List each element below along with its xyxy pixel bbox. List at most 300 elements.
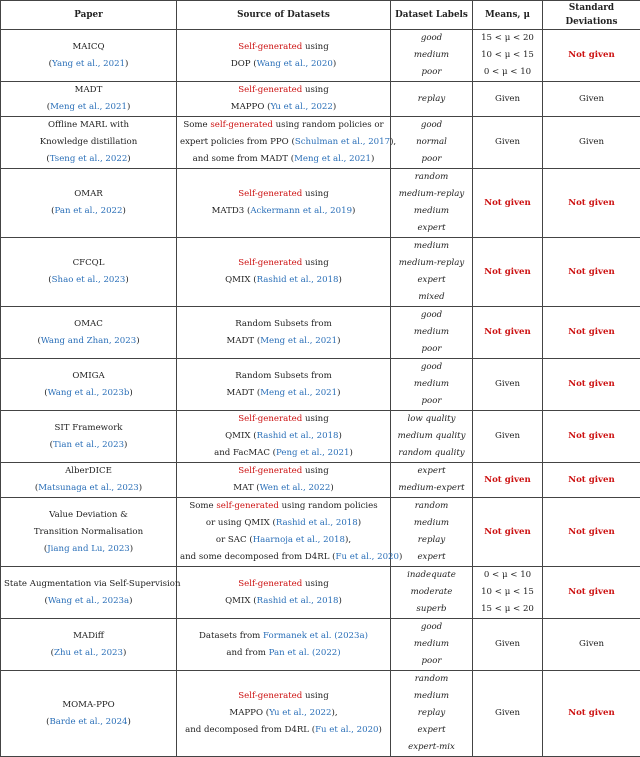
source-text: ): [358, 518, 361, 528]
source-text: ): [333, 59, 336, 69]
paper-cell: [1, 411, 177, 463]
citation-text: Matsunaga et al., 2023: [38, 483, 139, 493]
std-value: Not given: [546, 195, 637, 212]
dataset-label: medium-replay: [394, 186, 469, 203]
self-generated-text: self-generated: [216, 501, 279, 511]
paper-cell: [1, 307, 177, 359]
std-cell: [543, 411, 640, 463]
dataset-label: normal: [394, 134, 469, 151]
citation-text: Wang and Zhan, 2023: [41, 336, 136, 346]
paper-cell: [1, 498, 177, 567]
source-text: MAPPO (: [229, 708, 269, 718]
source-text: using: [302, 691, 328, 701]
source-citation: Fu et al., 2020: [336, 552, 399, 562]
dataset-label: medium: [394, 376, 469, 393]
dataset-label: medium-replay: [394, 255, 469, 272]
citation-text: Zhu et al., 2023: [54, 648, 123, 658]
paper-name: CFCQL: [4, 255, 173, 272]
std-value: Not given: [546, 428, 637, 445]
citation-text: Yang et al., 2021: [52, 59, 125, 69]
dataset-label: good: [394, 619, 469, 636]
source-citation: Rashid et al., 2018: [257, 596, 339, 606]
source-line: [180, 203, 387, 220]
header-paper: Paper: [1, 1, 177, 30]
paper-citation: (Pan et al., 2022): [4, 203, 173, 220]
source-line: [180, 411, 387, 428]
dataset-label: expert: [394, 463, 469, 480]
source-line: [180, 463, 387, 480]
source-text: Some: [183, 120, 210, 130]
source-text: Random Subsets from: [235, 371, 332, 381]
means-cell: [473, 359, 543, 411]
header-means: Means, μ: [473, 1, 543, 30]
labels-cell: [391, 463, 473, 498]
header-labels: Dataset Labels: [391, 1, 473, 30]
citation-text: Tseng et al., 2022: [50, 154, 128, 164]
means-value: Not given: [476, 524, 539, 541]
paper-name: AlberDICE: [4, 463, 173, 480]
std-value: Not given: [546, 324, 637, 341]
labels-cell: [391, 117, 473, 169]
self-generated-text: Self-generated: [238, 42, 302, 52]
dataset-label: medium quality: [394, 428, 469, 445]
std-value: Not given: [546, 524, 637, 541]
means-cell: [473, 117, 543, 169]
source-text: MADT (: [227, 388, 261, 398]
source-text: and some from MADT (: [193, 154, 295, 164]
std-value: Not given: [546, 264, 637, 281]
dataset-label: poor: [394, 393, 469, 410]
dataset-label: good: [394, 359, 469, 376]
paper-name: Knowledge distillation: [4, 134, 173, 151]
source-citation: Meng et al., 2021: [260, 336, 337, 346]
source-cell: [177, 411, 391, 463]
paper-name: OMIGA: [4, 368, 173, 385]
source-line: [180, 480, 387, 497]
paper-name: MAICQ: [4, 39, 173, 56]
dataset-label: moderate: [394, 584, 469, 601]
paper-cell: [1, 169, 177, 238]
dataset-label: replay: [394, 91, 469, 108]
means-cell: [473, 82, 543, 117]
dataset-label: poor: [394, 653, 469, 670]
source-text: using: [302, 258, 328, 268]
source-cell: [177, 82, 391, 117]
source-cell: [177, 619, 391, 671]
dataset-label: medium: [394, 324, 469, 341]
source-line: [180, 705, 387, 722]
table-row: [1, 82, 640, 117]
source-text: using: [302, 42, 328, 52]
source-text: Random Subsets from: [235, 319, 332, 329]
self-generated-text: Self-generated: [238, 466, 302, 476]
means-value: Given: [476, 428, 539, 445]
self-generated-text: self-generated: [210, 120, 273, 130]
source-text: QMIX (: [225, 275, 256, 285]
table-row: [1, 117, 640, 169]
source-text: expert policies from PPO (: [180, 137, 295, 147]
source-line: [180, 645, 387, 662]
labels-cell: [391, 411, 473, 463]
labels-cell: [391, 567, 473, 619]
means-value: 15 < μ < 20: [476, 30, 539, 47]
paper-name: Offline MARL with: [4, 117, 173, 134]
means-value: 15 < μ < 20: [476, 601, 539, 618]
citation-text: Barde et al., 2024: [49, 717, 127, 727]
citation-text: Pan et al., 2022: [55, 206, 123, 216]
source-citation: Wang et al., 2020: [257, 59, 333, 69]
paper-citation: (Shao et al., 2023): [4, 272, 173, 289]
header-std: Standard Deviations: [543, 1, 640, 30]
source-line: [180, 722, 387, 739]
header-row: [1, 1, 640, 30]
std-cell: [543, 82, 640, 117]
self-generated-text: Self-generated: [238, 189, 302, 199]
dataset-label: good: [394, 30, 469, 47]
table-row: [1, 671, 640, 757]
dataset-label: replay: [394, 532, 469, 549]
source-text: QMIX (: [225, 596, 256, 606]
labels-cell: [391, 30, 473, 82]
source-text: ): [339, 431, 342, 441]
source-line: [180, 255, 387, 272]
citation-text: Jiang and Lu, 2023: [47, 544, 130, 554]
source-citation: Haarnoja et al., 2018: [253, 535, 345, 545]
source-line: [180, 628, 387, 645]
source-cell: [177, 30, 391, 82]
std-value: Not given: [546, 584, 637, 601]
paper-name: State Augmentation via Self-Supervision: [4, 576, 173, 593]
source-text: ): [337, 388, 340, 398]
means-cell: [473, 498, 543, 567]
source-text: using: [302, 85, 328, 95]
means-value: Not given: [476, 195, 539, 212]
source-line: [180, 333, 387, 350]
source-text: using: [302, 579, 328, 589]
source-line: [180, 593, 387, 610]
means-value: Given: [476, 636, 539, 653]
source-text: ),: [390, 137, 396, 147]
means-value: Given: [476, 91, 539, 108]
source-citation: Ackermann et al., 2019: [250, 206, 352, 216]
std-cell: [543, 238, 640, 307]
source-text: ): [379, 725, 382, 735]
source-citation: Fu et al., 2020: [315, 725, 378, 735]
source-citation: Rashid et al., 2018: [257, 431, 339, 441]
means-value: Given: [476, 705, 539, 722]
paper-name: SIT Framework: [4, 420, 173, 437]
dataset-label: random: [394, 671, 469, 688]
std-value: Not given: [546, 705, 637, 722]
source-text: QMIX (: [225, 431, 256, 441]
means-value: 10 < μ < 15: [476, 47, 539, 64]
means-cell: [473, 567, 543, 619]
means-cell: [473, 30, 543, 82]
paper-citation: (Wang et al., 2023a): [4, 593, 173, 610]
source-line: [180, 515, 387, 532]
dataset-label: good: [394, 307, 469, 324]
citation-text: Tian et al., 2023: [53, 440, 124, 450]
paper-citation: (Zhu et al., 2023): [4, 645, 173, 662]
source-text: and FacMAC (: [214, 448, 276, 458]
std-cell: [543, 498, 640, 567]
labels-cell: [391, 169, 473, 238]
table-row: [1, 238, 640, 307]
source-cell: [177, 463, 391, 498]
std-value: Not given: [546, 47, 637, 64]
std-cell: [543, 463, 640, 498]
self-generated-text: Self-generated: [238, 691, 302, 701]
labels-cell: [391, 498, 473, 567]
source-line: [180, 39, 387, 56]
paper-cell: [1, 619, 177, 671]
source-line: [180, 272, 387, 289]
source-text: MAT (: [233, 483, 259, 493]
source-text: ): [399, 552, 402, 562]
dataset-label: medium: [394, 636, 469, 653]
source-cell: [177, 169, 391, 238]
std-value: Given: [546, 91, 637, 108]
means-cell: [473, 463, 543, 498]
paper-cell: [1, 30, 177, 82]
source-cell: [177, 498, 391, 567]
std-cell: [543, 30, 640, 82]
labels-cell: [391, 619, 473, 671]
std-value: Not given: [546, 472, 637, 489]
source-text: and decomposed from D4RL (: [185, 725, 315, 735]
source-text: ): [339, 275, 342, 285]
paper-cell: [1, 117, 177, 169]
paper-citation: (Meng et al., 2021): [4, 99, 173, 116]
source-line: [180, 117, 387, 134]
means-cell: [473, 619, 543, 671]
table-row: [1, 359, 640, 411]
paper-citation: (Wang et al., 2023b): [4, 385, 173, 402]
self-generated-text: Self-generated: [238, 579, 302, 589]
source-text: and some decomposed from D4RL (: [180, 552, 336, 562]
means-value: 10 < μ < 15: [476, 584, 539, 601]
source-cell: [177, 671, 391, 757]
source-cell: [177, 307, 391, 359]
dataset-label: medium: [394, 203, 469, 220]
source-citation: Yu et al., 2022: [270, 102, 332, 112]
dataset-label: medium: [394, 47, 469, 64]
std-cell: [543, 567, 640, 619]
means-value: Given: [476, 134, 539, 151]
source-text: ): [337, 336, 340, 346]
source-text: using random policies or: [273, 120, 384, 130]
std-value: Given: [546, 636, 637, 653]
labels-cell: [391, 238, 473, 307]
source-line: [180, 576, 387, 593]
dataset-label: replay: [394, 705, 469, 722]
paper-name: Value Deviation &: [4, 507, 173, 524]
paper-citation: (Tian et al., 2023): [4, 437, 173, 454]
source-line: [180, 99, 387, 116]
source-line: [180, 498, 387, 515]
labels-cell: [391, 359, 473, 411]
source-citation: Schulman et al., 2017: [295, 137, 390, 147]
std-value: Not given: [546, 376, 637, 393]
source-citation: Rashid et al., 2018: [276, 518, 358, 528]
source-line: [180, 151, 387, 168]
source-text: ): [330, 483, 333, 493]
paper-citation: (Yang et al., 2021): [4, 56, 173, 73]
citation-text: Meng et al., 2021: [50, 102, 127, 112]
source-line: [180, 428, 387, 445]
source-text: ): [349, 448, 352, 458]
source-text: or SAC (: [216, 535, 253, 545]
self-generated-text: Self-generated: [238, 85, 302, 95]
means-cell: [473, 307, 543, 359]
table-row: [1, 411, 640, 463]
source-text: using: [302, 466, 328, 476]
source-line: [180, 532, 387, 549]
dataset-label: poor: [394, 341, 469, 358]
dataset-label: poor: [394, 151, 469, 168]
std-cell: [543, 169, 640, 238]
std-value: Given: [546, 134, 637, 151]
source-citation: Wen et al., 2022: [260, 483, 331, 493]
source-line: [180, 688, 387, 705]
source-citation: Peng et al., 2021: [276, 448, 349, 458]
means-cell: [473, 169, 543, 238]
std-cell: [543, 117, 640, 169]
paper-name: Transition Normalisation: [4, 524, 173, 541]
dataset-label: random quality: [394, 445, 469, 462]
source-line: [180, 316, 387, 333]
source-text: MATD3 (: [212, 206, 251, 216]
paper-name: OMAC: [4, 316, 173, 333]
std-cell: [543, 359, 640, 411]
means-value: Given: [476, 376, 539, 393]
source-line: [180, 445, 387, 462]
source-citation: Meng et al., 2021: [294, 154, 371, 164]
source-text: and from: [226, 648, 268, 658]
self-generated-text: Self-generated: [238, 258, 302, 268]
dataset-label: poor: [394, 64, 469, 81]
paper-citation: (Barde et al., 2024): [4, 714, 173, 731]
paper-citation: (Wang and Zhan, 2023): [4, 333, 173, 350]
source-text: using random policies: [279, 501, 378, 511]
source-text: ): [371, 154, 374, 164]
paper-cell: [1, 238, 177, 307]
source-line: [180, 56, 387, 73]
source-citation: Yu et al., 2022: [269, 708, 331, 718]
dataset-label: mixed: [394, 289, 469, 306]
dataset-label: medium: [394, 688, 469, 705]
paper-name: MOMA-PPO: [4, 697, 173, 714]
source-text: MAPPO (: [231, 102, 271, 112]
source-line: [180, 549, 387, 566]
dataset-label: random: [394, 169, 469, 186]
table-row: [1, 169, 640, 238]
dataset-label: inadequate: [394, 567, 469, 584]
table-row: [1, 567, 640, 619]
table-row: [1, 463, 640, 498]
dataset-label: low quality: [394, 411, 469, 428]
table-row: [1, 30, 640, 82]
std-cell: [543, 307, 640, 359]
dataset-label: expert: [394, 722, 469, 739]
citation-text: Wang et al., 2023b: [48, 388, 130, 398]
source-citation: Pan et al. (2022): [269, 648, 341, 658]
source-line: [180, 385, 387, 402]
paper-cell: [1, 671, 177, 757]
citation-text: Wang et al., 2023a: [48, 596, 129, 606]
std-cell: [543, 619, 640, 671]
dataset-label: expert: [394, 272, 469, 289]
paper-cell: [1, 82, 177, 117]
source-cell: [177, 238, 391, 307]
paper-cell: [1, 567, 177, 619]
labels-cell: [391, 307, 473, 359]
dataset-label: medium-expert: [394, 480, 469, 497]
paper-name: MADT: [4, 82, 173, 99]
dataset-label: random: [394, 498, 469, 515]
source-citation: Meng et al., 2021: [260, 388, 337, 398]
source-text: ): [339, 596, 342, 606]
source-text: DOP (: [231, 59, 257, 69]
dataset-label: good: [394, 117, 469, 134]
means-cell: [473, 411, 543, 463]
dataset-label: expert: [394, 220, 469, 237]
labels-cell: [391, 82, 473, 117]
dataset-label: expert-mix: [394, 739, 469, 756]
dataset-label: expert: [394, 549, 469, 566]
source-text: Some: [189, 501, 216, 511]
means-value: Not given: [476, 264, 539, 281]
table-row: [1, 619, 640, 671]
source-line: [180, 82, 387, 99]
source-text: using: [302, 189, 328, 199]
source-line: [180, 186, 387, 203]
source-text: MADT (: [227, 336, 261, 346]
citation-text: Shao et al., 2023: [52, 275, 126, 285]
labels-cell: [391, 671, 473, 757]
paper-citation: (Matsunaga et al., 2023): [4, 480, 173, 497]
means-cell: [473, 671, 543, 757]
source-text: ): [333, 102, 336, 112]
source-cell: [177, 359, 391, 411]
means-cell: [473, 238, 543, 307]
std-cell: [543, 671, 640, 757]
source-text: ),: [332, 708, 338, 718]
means-value: 0 < μ < 10: [476, 567, 539, 584]
source-text: ),: [345, 535, 351, 545]
self-generated-text: Self-generated: [238, 414, 302, 424]
means-value: Not given: [476, 472, 539, 489]
source-citation: Rashid et al., 2018: [257, 275, 339, 285]
paper-name: MADiff: [4, 628, 173, 645]
source-text: ): [352, 206, 355, 216]
header-source: Source of Datasets: [177, 1, 391, 30]
paper-citation: (Jiang and Lu, 2023): [4, 541, 173, 558]
source-line: [180, 134, 387, 151]
paper-name: OMAR: [4, 186, 173, 203]
table-row: [1, 498, 640, 567]
table-row: [1, 307, 640, 359]
dataset-label: superb: [394, 601, 469, 618]
source-cell: [177, 567, 391, 619]
source-text: or using QMIX (: [206, 518, 276, 528]
means-value: 0 < μ < 10: [476, 64, 539, 81]
paper-cell: [1, 359, 177, 411]
source-citation: Formanek et al. (2023a): [263, 631, 368, 641]
source-text: Datasets from: [199, 631, 263, 641]
means-value: Not given: [476, 324, 539, 341]
paper-citation: (Tseng et al., 2022): [4, 151, 173, 168]
